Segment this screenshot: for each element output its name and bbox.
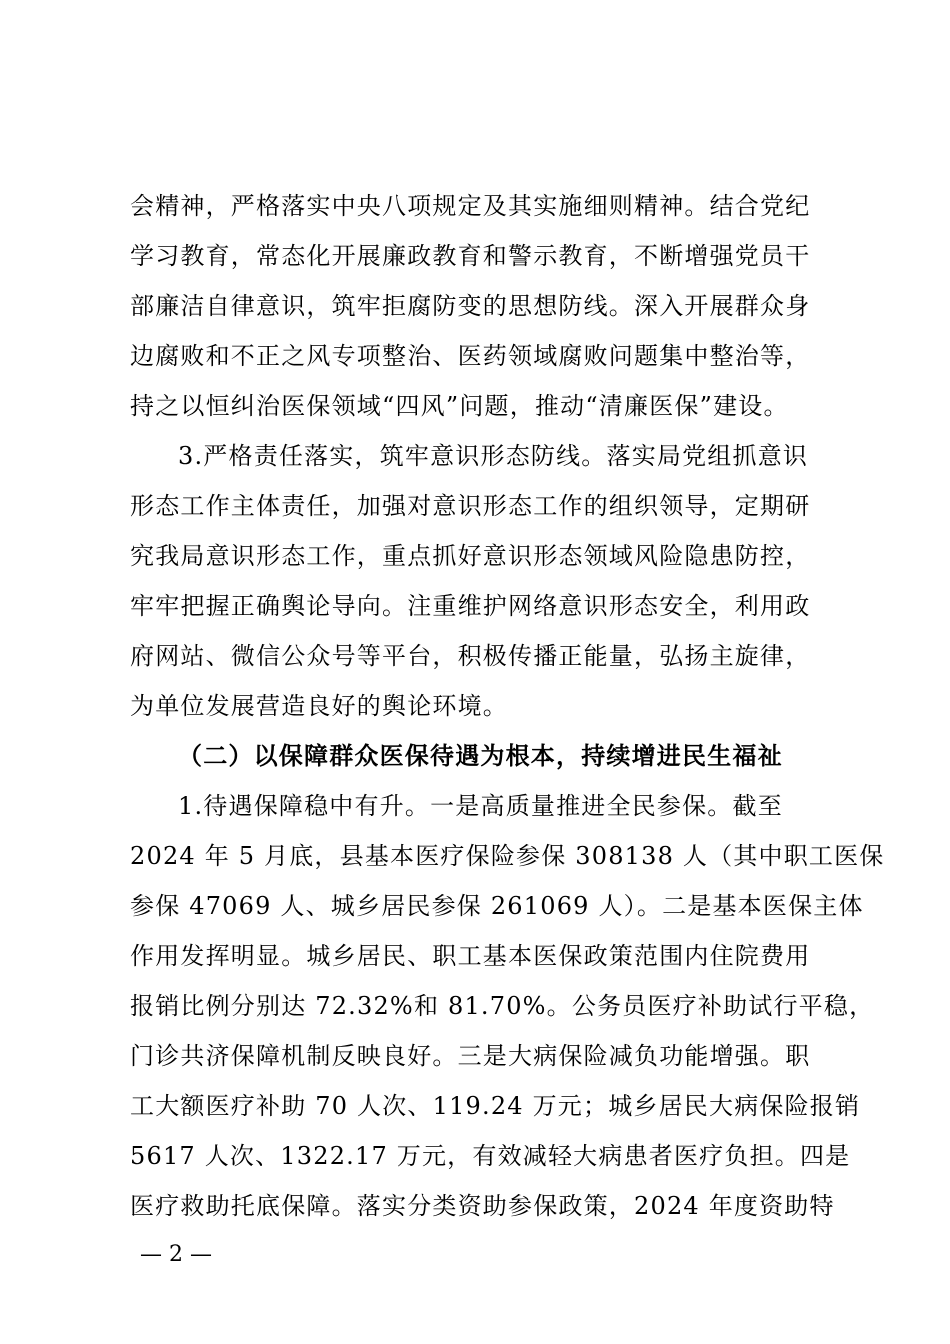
text-line: 会精神，严格落实中央八项规定及其实施细则精神。结合党纪	[130, 192, 811, 220]
text-line: 为单位发展营造良好的舆论环境。	[130, 692, 508, 720]
text-line: 5617 人次、1322.17 万元，有效减轻大病患者医疗负担。四是	[130, 1142, 851, 1170]
text-line: 边腐败和不正之风专项整治、医药领域腐败问题集中整治等，	[130, 342, 811, 370]
text-line: 2024 年 5 月底，县基本医疗保险参保 308138 人（其中职工医保	[130, 842, 885, 870]
text-line: 作用发挥明显。城乡居民、职工基本医保政策范围内住院费用	[130, 942, 811, 970]
text-line: 持之以恒纠治医保领域“四风”问题，推动“清廉医保”建设。	[130, 392, 789, 420]
text-line: 1.待遇保障稳中有升。一是高质量推进全民参保。截至	[178, 792, 783, 820]
text-line: 牢牢把握正确舆论导向。注重维护网络意识形态安全，利用政	[130, 592, 811, 620]
text-line: 学习教育，常态化开展廉政教育和警示教育，不断增强党员干	[130, 242, 811, 270]
text-line: 究我局意识形态工作，重点抓好意识形态领域风险隐患防控，	[130, 542, 811, 570]
text-line: 3.严格责任落实，筑牢意识形态防线。落实局党组抓意识	[178, 442, 809, 470]
section-heading: （二）以保障群众医保待遇为根本，持续增进民生福祉	[178, 741, 783, 770]
text-line: 府网站、微信公众号等平台，积极传播正能量，弘扬主旋律，	[130, 642, 811, 670]
text-line: 报销比例分别达 72.32%和 81.70%。公务员医疗补助试行平稳，	[130, 992, 875, 1020]
text-line: 部廉洁自律意识，筑牢拒腐防变的思想防线。深入开展群众身	[130, 292, 811, 320]
text-line: 门诊共济保障机制反映良好。三是大病保险减负功能增强。职	[130, 1042, 811, 1070]
text-line: 参保 47069 人、城乡居民参保 261069 人）。二是基本医保主体	[130, 892, 864, 920]
text-line: 工大额医疗补助 70 人次、119.24 万元；城乡居民大病保险报销	[130, 1092, 861, 1120]
text-line: 医疗救助托底保障。落实分类资助参保政策，2024 年度资助特	[130, 1192, 835, 1220]
text-line: 形态工作主体责任，加强对意识形态工作的组织领导，定期研	[130, 492, 811, 520]
page-number: — 2 —	[140, 1242, 212, 1267]
